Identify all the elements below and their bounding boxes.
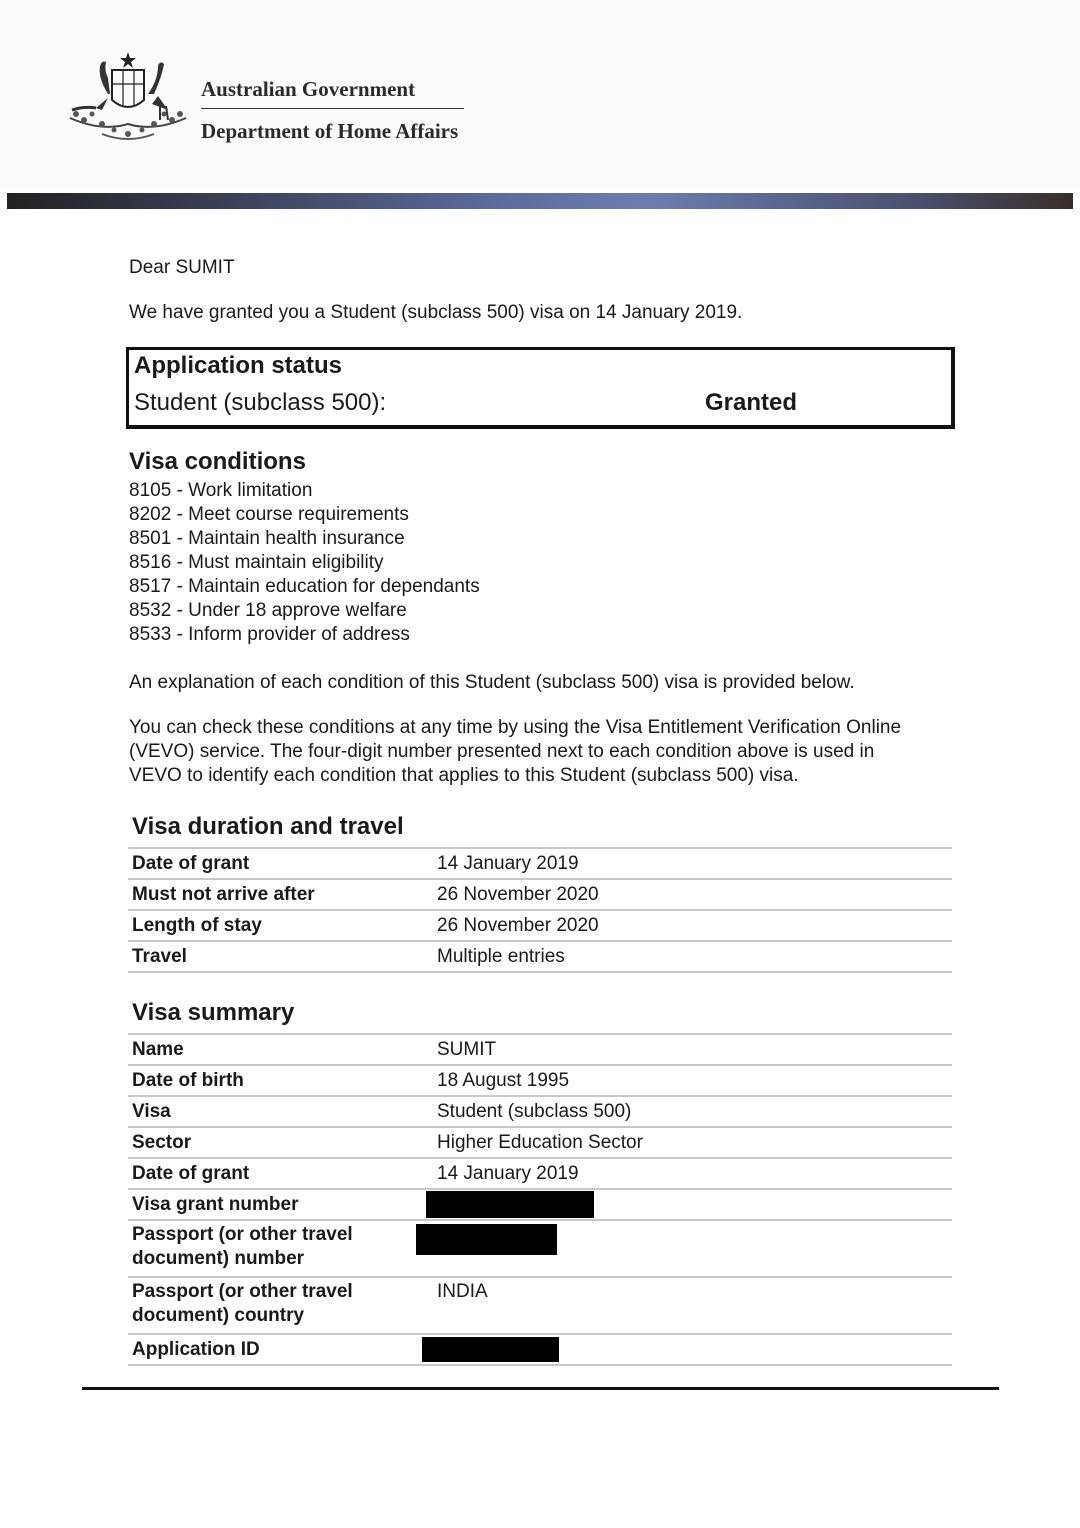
table-row (128, 1065, 952, 1096)
row-label: Sector (128, 1127, 433, 1158)
row-label: Must not arrive after (128, 879, 433, 910)
row-label: Visa (128, 1096, 433, 1127)
row-value: SUMIT (433, 1034, 952, 1065)
row-label: Date of birth (128, 1065, 433, 1096)
table-row (128, 941, 952, 972)
table-row (128, 879, 952, 910)
table-row (128, 1334, 952, 1365)
row-label-line: document) number (132, 1248, 305, 1269)
row-value: Student (subclass 500) (433, 1096, 952, 1127)
row-label-line: Passport (or other travel (132, 1281, 353, 1302)
status-title: Application status (134, 352, 343, 379)
condition-item: 8533 - Inform provider of address (129, 624, 410, 645)
condition-item: 8517 - Maintain education for dependants (129, 576, 480, 597)
row-label: Name (128, 1034, 433, 1065)
row-value: Higher Education Sector (433, 1127, 952, 1158)
salutation: Dear SUMIT (129, 257, 235, 278)
row-value: 14 January 2019 (433, 1158, 952, 1189)
row-label (128, 1220, 433, 1277)
vevo-line: (VEVO) service. The four-digit number presented next to each condition above is used in (129, 741, 875, 762)
row-label: Application ID (128, 1334, 433, 1365)
row-label: Travel (128, 941, 433, 972)
row-label-line: document) country (132, 1305, 305, 1326)
conditions-explanation: An explanation of each condition of this Student (subclass 500) visa is provided below. (129, 672, 855, 693)
footer-divider (82, 1387, 999, 1390)
table-row (128, 1127, 952, 1158)
condition-item: 8105 - Work limitation (129, 480, 313, 501)
table-row (128, 1034, 952, 1065)
redaction-block (416, 1224, 557, 1255)
condition-item: 8501 - Maintain health insurance (129, 528, 405, 549)
condition-item: 8532 - Under 18 approve welfare (129, 600, 407, 621)
row-value (433, 1334, 952, 1365)
table-row (128, 1096, 952, 1127)
table-row (128, 1158, 952, 1189)
redaction-block (426, 1191, 594, 1218)
summary-table (128, 1033, 952, 1366)
duration-table (128, 847, 952, 973)
vevo-line: You can check these conditions at any time by using the Visa Entitlement Verification Online (129, 717, 902, 738)
vevo-line: VEVO to identify each condition that applies to this Student (subclass 500) visa. (129, 765, 799, 786)
row-value: 14 January 2019 (433, 848, 952, 879)
conditions-heading: Visa conditions (129, 448, 306, 475)
redaction-block (422, 1337, 559, 1362)
condition-item: 8202 - Meet course requirements (129, 504, 409, 525)
summary-heading: Visa summary (132, 999, 295, 1026)
table-row (128, 910, 952, 941)
row-value: 26 November 2020 (433, 879, 952, 910)
grant-intro: We have granted you a Student (subclass 500) visa on 14 January 2019. (129, 302, 743, 323)
header-band (7, 193, 1073, 209)
row-value: 26 November 2020 (433, 910, 952, 941)
status-value: Granted (705, 389, 798, 416)
department-name: Department of Home Affairs (201, 119, 459, 143)
table-row (128, 1220, 952, 1277)
row-value (433, 1189, 952, 1220)
condition-item: 8516 - Must maintain eligibility (129, 552, 384, 573)
header-divider (201, 108, 464, 109)
status-visa-label: Student (subclass 500): (134, 389, 387, 416)
table-row (128, 848, 952, 879)
government-name: Australian Government (201, 77, 416, 101)
row-value: 18 August 1995 (433, 1065, 952, 1096)
row-label-line: Passport (or other travel (132, 1224, 353, 1245)
row-value: Multiple entries (433, 941, 952, 972)
row-value (433, 1220, 952, 1277)
row-label: Length of stay (128, 910, 433, 941)
row-label (128, 1277, 433, 1334)
row-label: Date of grant (128, 848, 433, 879)
table-row (128, 1277, 952, 1334)
conditions-list (129, 479, 480, 647)
row-label: Visa grant number (128, 1189, 433, 1220)
coat-of-arms-icon (62, 48, 194, 148)
row-label: Date of grant (128, 1158, 433, 1189)
duration-heading: Visa duration and travel (132, 813, 404, 840)
table-row (128, 1189, 952, 1220)
row-value: INDIA (433, 1277, 952, 1334)
